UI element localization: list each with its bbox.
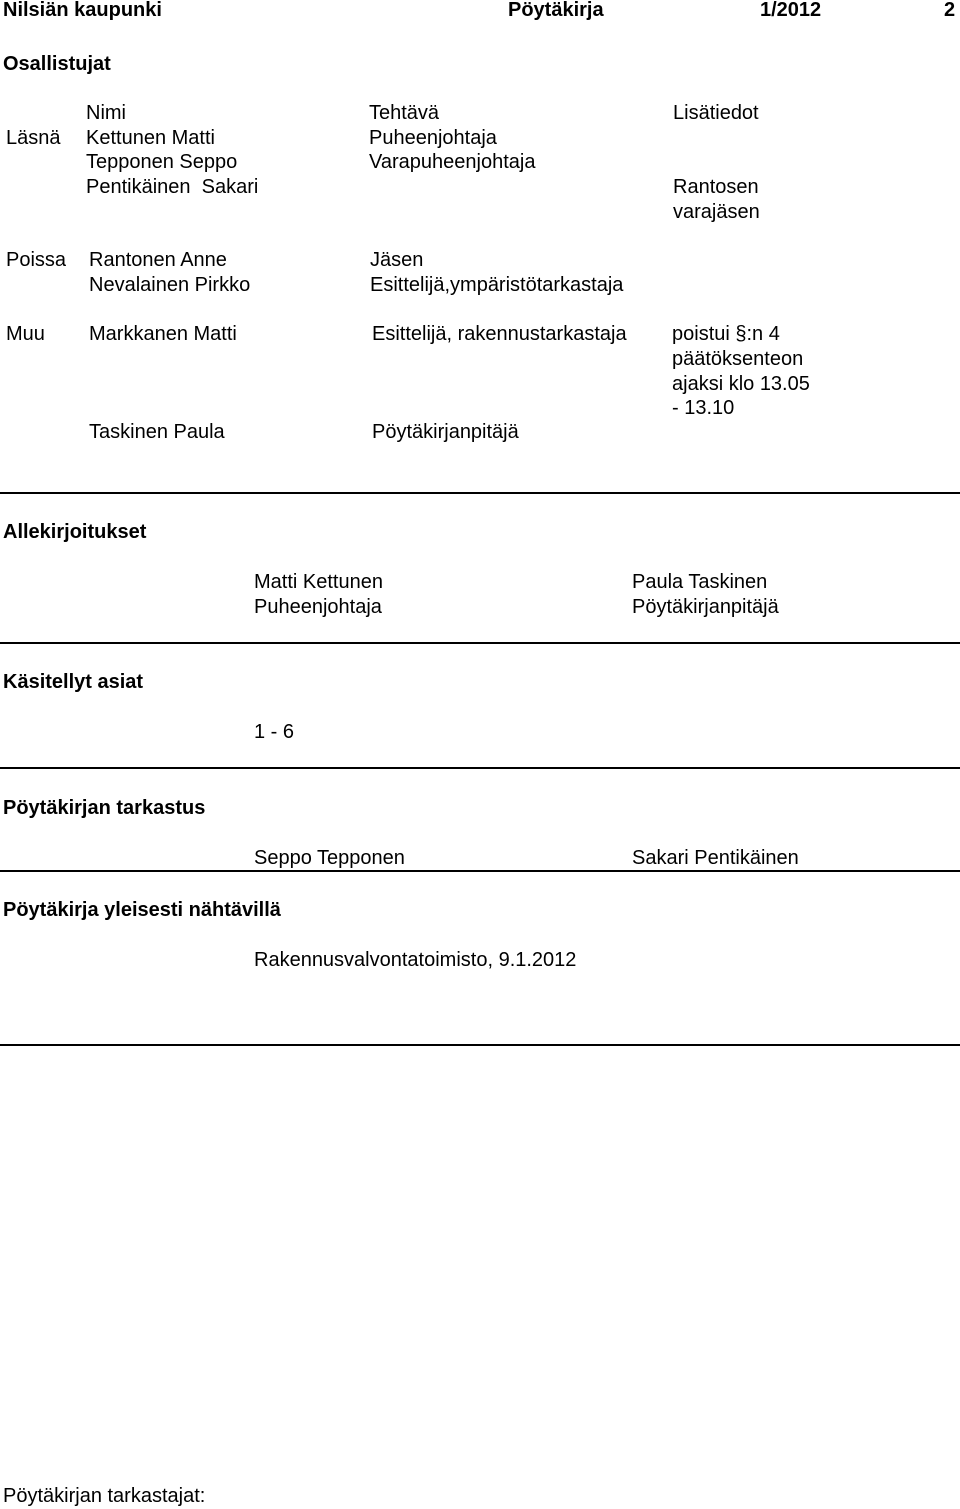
handled-heading: Käsitellyt asiat [3,671,144,693]
participant-name: Tepponen Seppo [86,151,238,173]
section-divider [0,492,960,494]
participant-name: Nevalainen Pirkko [89,274,251,296]
header-doc-number: 1/2012 [760,0,822,21]
footer-label: Pöytäkirjan tarkastajat: [3,1485,206,1507]
section-divider [0,870,960,872]
review-heading: Pöytäkirjan tarkastus [3,797,206,819]
header-organization: Nilsiän kaupunki [3,0,162,21]
participant-name: Rantonen Anne [89,249,227,271]
header-page-number: 2 [944,0,956,21]
signer-name: Matti Kettunen [254,571,383,593]
col-info-header: Lisätiedot [673,102,759,124]
participant-info: päätöksenteon [672,348,804,370]
participant-info: Rantosen [673,176,759,198]
participants-heading: Osallistujat [3,53,111,75]
section-divider [0,642,960,644]
participant-name: Taskinen Paula [89,421,225,443]
signer-title: Puheenjohtaja [254,596,382,618]
signer-title: Pöytäkirjanpitäjä [632,596,779,618]
participant-info: - 13.10 [672,397,735,419]
participant-role: Puheenjohtaja [369,127,497,149]
participant-role: Esittelijä,ympäristötarkastaja [370,274,624,296]
present-label: Läsnä [6,127,61,149]
participant-info: poistui §:n 4 [672,323,780,345]
handled-value: 1 - 6 [254,721,295,743]
participant-role: Jäsen [370,249,424,271]
participant-info: varajäsen [673,201,760,223]
header-doc-type: Pöytäkirja [508,0,604,21]
absent-label: Poissa [6,249,67,271]
participant-info: ajaksi klo 13.05 [672,373,810,395]
reviewer-name: Seppo Tepponen [254,847,405,869]
section-divider [0,767,960,769]
public-heading: Pöytäkirja yleisesti nähtävillä [3,899,281,921]
col-role-header: Tehtävä [369,102,440,124]
participant-name: Markkanen Matti [89,323,237,345]
participant-name: Kettunen Matti [86,127,215,149]
signatures-heading: Allekirjoitukset [3,521,147,543]
signer-name: Paula Taskinen [632,571,768,593]
other-label: Muu [6,323,45,345]
participant-role: Varapuheenjohtaja [369,151,536,173]
participant-name: Pentikäinen Sakari [86,176,259,198]
participant-role: Pöytäkirjanpitäjä [372,421,519,443]
participant-role: Esittelijä, rakennustarkastaja [372,323,627,345]
col-name-header: Nimi [86,102,126,124]
reviewer-name: Sakari Pentikäinen [632,847,799,869]
section-divider [0,1044,960,1046]
public-value: Rakennusvalvontatoimisto, 9.1.2012 [254,949,577,971]
